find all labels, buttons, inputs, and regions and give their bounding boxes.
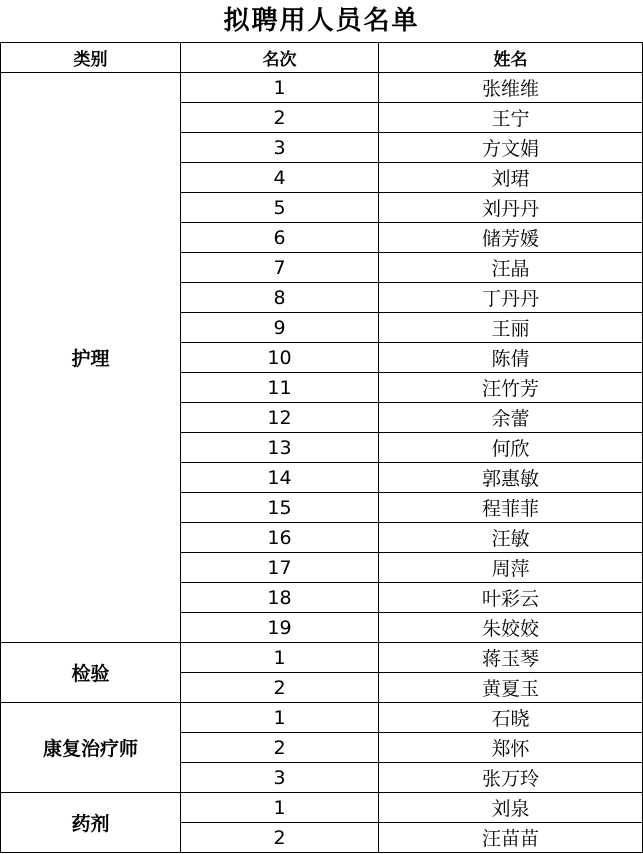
name-cell: 汪竹芳 [379, 373, 643, 403]
rank-cell: 10 [181, 343, 379, 373]
name-cell: 储芳媛 [379, 223, 643, 253]
rank-cell: 16 [181, 523, 379, 553]
table-row [1, 73, 643, 103]
rank-cell: 14 [181, 463, 379, 493]
rank-cell: 5 [181, 193, 379, 223]
name-cell: 朱姣姣 [379, 613, 643, 643]
rank-cell: 19 [181, 613, 379, 643]
name-cell: 方文娟 [379, 133, 643, 163]
rank-cell: 2 [181, 823, 379, 853]
name-cell: 刘丹丹 [379, 193, 643, 223]
rank-cell: 2 [181, 673, 379, 703]
name-cell: 程菲菲 [379, 493, 643, 523]
name-cell: 汪苗苗 [379, 823, 643, 853]
category-cell: 康复治疗师 [1, 703, 181, 793]
name-cell: 郑怀 [379, 733, 643, 763]
name-cell: 郭惠敏 [379, 463, 643, 493]
table-row [1, 703, 643, 733]
name-cell: 周萍 [379, 553, 643, 583]
roster-table [0, 43, 643, 853]
rank-cell: 1 [181, 793, 379, 823]
rank-cell: 11 [181, 373, 379, 403]
rank-cell: 1 [181, 703, 379, 733]
category-cell: 护理 [1, 73, 181, 643]
name-cell: 王丽 [379, 313, 643, 343]
table-row [1, 643, 643, 673]
name-cell: 刘泉 [379, 793, 643, 823]
name-cell: 张维维 [379, 73, 643, 103]
name-cell: 陈倩 [379, 343, 643, 373]
rank-cell: 7 [181, 253, 379, 283]
rank-cell: 1 [181, 73, 379, 103]
header-category: 类别 [1, 43, 181, 73]
rank-cell: 9 [181, 313, 379, 343]
header-rank: 名次 [181, 43, 379, 73]
name-cell: 石晓 [379, 703, 643, 733]
rank-cell: 18 [181, 583, 379, 613]
rank-cell: 3 [181, 133, 379, 163]
page-title: 拟聘用人员名单 [0, 0, 643, 43]
table-header-row [1, 43, 643, 73]
rank-cell: 1 [181, 643, 379, 673]
name-cell: 王宁 [379, 103, 643, 133]
rank-cell: 8 [181, 283, 379, 313]
rank-cell: 3 [181, 763, 379, 793]
rank-cell: 4 [181, 163, 379, 193]
table-body [1, 73, 643, 853]
rank-cell: 6 [181, 223, 379, 253]
category-cell: 检验 [1, 643, 181, 703]
name-cell: 丁丹丹 [379, 283, 643, 313]
name-cell: 何欣 [379, 433, 643, 463]
rank-cell: 12 [181, 403, 379, 433]
name-cell: 余蕾 [379, 403, 643, 433]
rank-cell: 2 [181, 733, 379, 763]
name-cell: 汪敏 [379, 523, 643, 553]
rank-cell: 17 [181, 553, 379, 583]
rank-cell: 13 [181, 433, 379, 463]
name-cell: 黄夏玉 [379, 673, 643, 703]
header-name: 姓名 [379, 43, 643, 73]
name-cell: 汪晶 [379, 253, 643, 283]
name-cell: 蒋玉琴 [379, 643, 643, 673]
category-cell: 药剂 [1, 793, 181, 853]
name-cell: 叶彩云 [379, 583, 643, 613]
rank-cell: 2 [181, 103, 379, 133]
table-row [1, 793, 643, 823]
name-cell: 刘珺 [379, 163, 643, 193]
name-cell: 张万玲 [379, 763, 643, 793]
rank-cell: 15 [181, 493, 379, 523]
